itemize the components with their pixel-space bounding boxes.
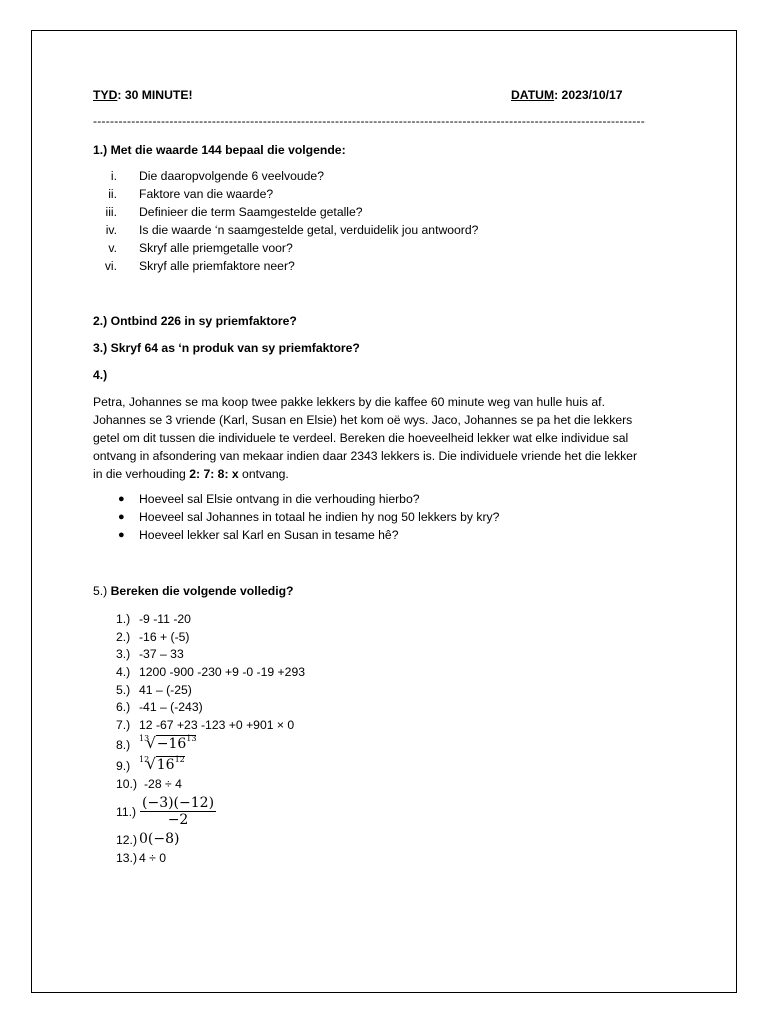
q5-item-num: 9.) <box>116 759 131 773</box>
root-sign-icon: √ <box>146 755 156 773</box>
q5-item-text: 0(−8) <box>139 831 180 847</box>
q3-heading: 3.) Skryf 64 as ‘n produk van sy priemfaktore? <box>93 341 360 355</box>
date-line <box>511 88 623 102</box>
q5-item-text: -9 -11 -20 <box>139 612 191 626</box>
root-index: 13 <box>139 734 150 743</box>
q5-item-text: -28 ÷ 4 <box>144 777 182 791</box>
q1-item-num: i. <box>110 169 117 183</box>
bullet-icon: ● <box>118 529 125 541</box>
q5-item-num: 5.) <box>116 683 131 697</box>
exponent: 12 <box>174 755 185 764</box>
bullet-icon: ● <box>118 493 125 505</box>
date-label: DATUM <box>511 88 555 102</box>
root-sign-icon: √ <box>146 734 156 752</box>
q5-item-num: 3.) <box>116 647 131 661</box>
q5-item-num: 6.) <box>116 700 131 714</box>
q4-paragraph-line: ontvang in afsondering van mekaar indien daar 2343 lekkers is. Die individuele vriende het die lekker <box>93 449 638 463</box>
q4-paragraph-line: Petra, Johannes se ma koop twee pakke lekkers by die kaffee 60 minute weg van hulle huis af. <box>93 395 605 409</box>
q1-item-num: iv. <box>105 223 117 237</box>
q5-item8-root <box>139 734 196 752</box>
q1-item-num: iii. <box>105 205 117 219</box>
q1-item-text: Definieer die term Saamgestelde getalle? <box>139 205 363 219</box>
time-label: TYD <box>93 88 118 102</box>
root-index: 12 <box>139 755 150 764</box>
q5-item-text: 12 -67 +23 -123 +0 +901 × 0 <box>139 718 295 732</box>
q2-heading: 2.) Ontbind 226 in sy priemfaktore? <box>93 314 297 328</box>
q5-item-text: -37 – 33 <box>139 647 184 661</box>
q1-item-num: vi. <box>104 259 117 273</box>
q5-item9-root <box>139 755 185 773</box>
q1-item-num: v. <box>108 241 117 255</box>
q5-item-num: 4.) <box>116 665 131 679</box>
q5-item11-fraction <box>140 795 216 828</box>
q1-item-num: ii. <box>108 187 117 201</box>
fraction-numerator: (−3)(−12) <box>142 795 215 811</box>
q4-paragraph <box>93 393 683 483</box>
q5-item-text: -41 – (-243) <box>139 700 203 714</box>
q5-item-num: 7.) <box>116 718 131 732</box>
q5-item-text: -16 + (-5) <box>139 630 190 644</box>
q1-item-text: Faktore van die waarde? <box>139 187 274 201</box>
fraction-denominator: −2 <box>167 812 189 828</box>
q4-bullet-text: Hoeveel lekker sal Karl en Susan in tesame hê? <box>139 528 399 542</box>
time-line <box>93 88 193 102</box>
q4-last-suffix: ontvang. <box>238 467 289 481</box>
q4-heading: 4.) <box>93 368 108 382</box>
time-value: : 30 MINUTE! <box>117 88 193 102</box>
q4-bullet-text: Hoeveel sal Johannes in totaal he indien hy nog 50 lekkers by kry? <box>139 510 500 524</box>
q4-last-prefix: in die verhouding <box>93 467 190 481</box>
q4-paragraph-last-line <box>93 465 683 483</box>
exponent: 13 <box>186 734 197 743</box>
q5-item-text: 1200 -900 -230 +9 -0 -19 +293 <box>139 665 306 679</box>
separator-line: ---------------------------------------------------------------------------------------------------------------------------------- <box>93 114 645 128</box>
q5-prefix: 5.) <box>93 584 111 598</box>
q5-item-num: 2.) <box>116 630 131 644</box>
q5-heading-line <box>93 584 293 598</box>
q4-paragraph-line: getel om dit tussen die individuele te verdeel. Bereken die hoeveelheid lekker wat elke individue sal <box>93 431 629 445</box>
q5-item-num: 1.) <box>116 612 131 626</box>
q4-bullet-text: Hoeveel sal Elsie ontvang in die verhouding hierbo? <box>139 492 420 506</box>
q5-heading: Bereken die volgende volledig? <box>110 584 294 598</box>
q1-item-text: Is die waarde ‘n saamgestelde getal, verduidelik jou antwoord? <box>139 223 479 237</box>
q1-item-text: Skryf alle priemfaktore neer? <box>139 259 295 273</box>
radicand: 16 <box>156 757 175 773</box>
q5-item-text: 4 ÷ 0 <box>139 851 167 865</box>
q5-item-num: 13.) <box>116 851 138 865</box>
q1-item-text: Skryf alle priemgetalle voor? <box>139 241 293 255</box>
q5-item-text: 41 – (-25) <box>139 683 192 697</box>
q5-item-num: 8.) <box>116 738 131 752</box>
radicand: −16 <box>156 736 187 752</box>
q5-item-num: 11.) <box>116 805 137 819</box>
q1-item-text: Die daaropvolgende 6 veelvoude? <box>139 169 324 183</box>
date-value: : 2023/10/17 <box>554 88 623 102</box>
q5-item-num: 12.) <box>116 833 138 847</box>
q1-heading: 1.) Met die waarde 144 bepaal die volgende: <box>93 143 346 157</box>
q4-paragraph-line: Johannes se 3 vriende (Karl, Susan en Elsie) het kom oë wys. Jaco, Johannes se pa het die lekkers <box>93 413 633 427</box>
q4-ratio: 2: 7: 8: x <box>189 467 239 481</box>
bullet-icon: ● <box>118 511 125 523</box>
q5-item-num: 10.) <box>116 777 138 791</box>
